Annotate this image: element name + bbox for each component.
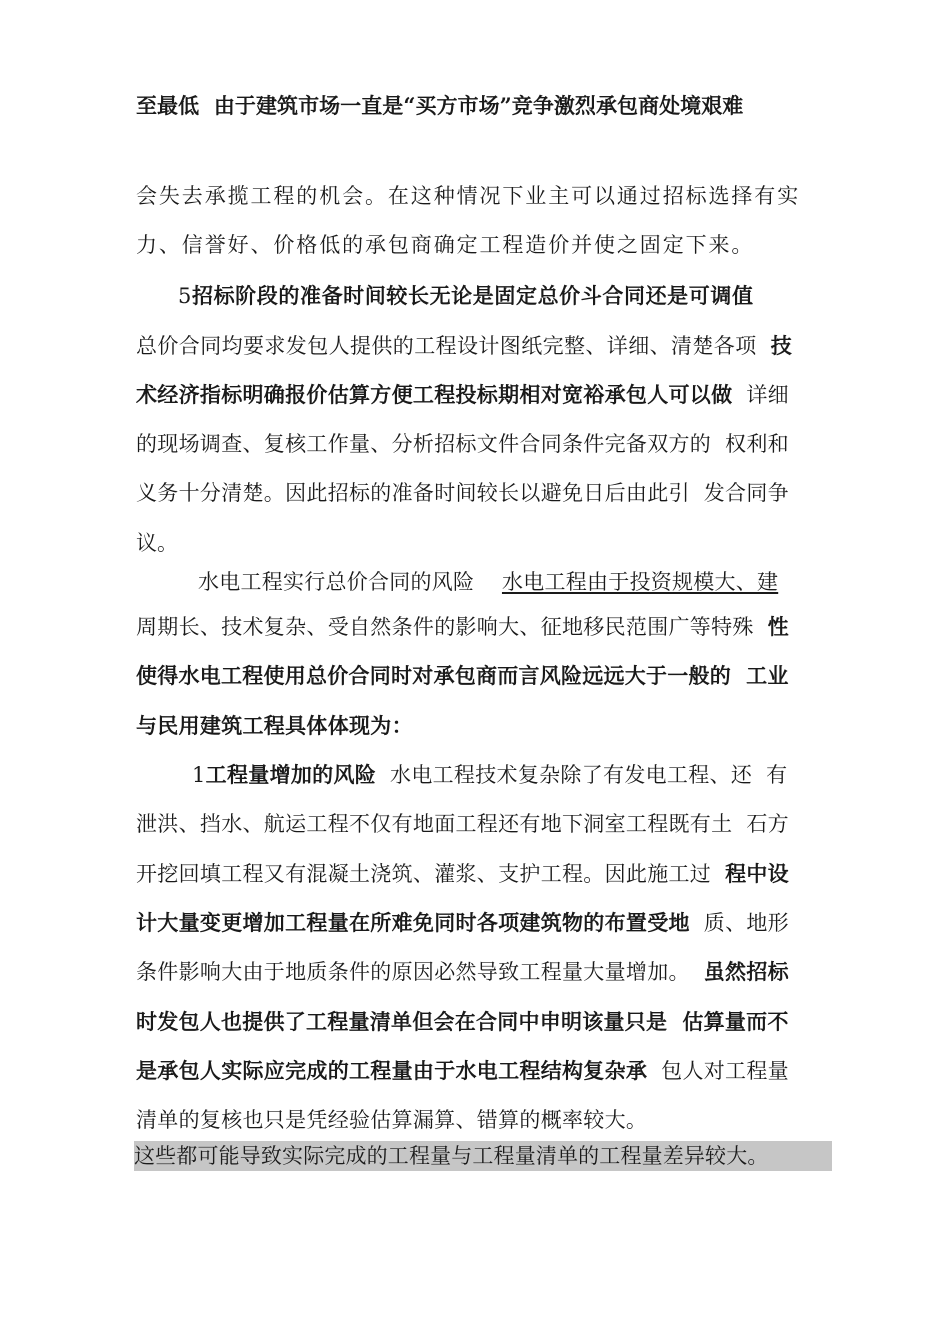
text-line [136, 760, 892, 790]
text-segment: 1 [192, 763, 206, 787]
text-segment: 水电工程技术复杂除了有发电工程、还 有 [376, 763, 788, 787]
underlined-text: 水电工程由于投资规模大、建 [501, 570, 779, 594]
text-line [136, 859, 836, 889]
text-segment: 力、信誉好、价格低的承包商确定工程造价并使之固定下来。 [136, 233, 755, 257]
text-segment: 的现场调查、复核工作量、分析招标文件合同条件完备双方的 权利和 [136, 432, 789, 456]
text-segment: 条件影响大由于地质条件的原因必然导致工程量大量增加。 [136, 960, 704, 984]
text-segment: 详细 [732, 383, 789, 407]
text-line [136, 661, 836, 691]
text-line [136, 380, 836, 410]
text-segment: 包人对工程量 [647, 1059, 789, 1083]
bold-text: 时发包人也提供了工程量清单但会在合同中申明该量只是 估算量而不 [136, 1009, 789, 1034]
bold-text: 性 [767, 614, 789, 639]
text-line [136, 908, 836, 938]
text-segment: 议。 [136, 531, 178, 555]
text-line [136, 181, 836, 211]
bold-text: 工程量增加的风险 [205, 762, 377, 787]
text-segment: 水电工程实行总价合同的风险 [198, 570, 502, 594]
bold-text: 程中设 [725, 861, 789, 886]
text-segment: 义务十分清楚。因此招标的准备时间较长以避免日后由此引 发合同争 [136, 481, 789, 505]
text-segment: 总价合同均要求发包人提供的工程设计图纸完整、详细、清楚各项 [136, 334, 771, 358]
bold-text: 虽然招标 [703, 959, 789, 984]
text-line [136, 612, 836, 642]
text-segment: 这些都可能导致实际完成的工程量与工程量清单的工程量差异较大。 [134, 1144, 769, 1168]
text-line [136, 809, 836, 839]
text-line [136, 429, 836, 459]
bold-text: 招标阶段的准备时间较长无论是固定总价斗合同还是可调值 [191, 283, 754, 308]
bold-text: 至最低 由于建筑市场一直是“买方市场”竞争激烈承包商处境艰难 [136, 93, 744, 118]
text-line [136, 957, 836, 987]
bold-text: 使得水电工程使用总价合同时对承包商而言风险远远大于一般的 工业 [136, 663, 789, 688]
text-segment: 会失去承揽工程的机会。在这种情况下业主可以通过招标选择有实 [136, 184, 801, 208]
text-line [136, 567, 898, 597]
text-line [136, 711, 836, 741]
bold-text: 技 [770, 333, 793, 358]
text-line [136, 478, 836, 508]
text-segment: 周期长、技术复杂、受自然条件的影响大、征地移民范围广等特殊 [136, 615, 768, 639]
bold-text: 计大量变更增加工程量在所难免同时各项建筑物的布置受地 [136, 910, 690, 935]
text-line [136, 1007, 836, 1037]
bold-text: 是承包人实际应完成的工程量由于水电工程结构复杂承 [136, 1058, 648, 1083]
text-segment: 5 [178, 284, 192, 308]
text-segment: 清单的复核也只是凭经验估算漏算、错算的概率较大。 [136, 1108, 648, 1132]
text-segment: 质、地形 [689, 911, 789, 935]
text-line [136, 331, 836, 361]
text-line [136, 1105, 836, 1135]
highlighted-text-line [134, 1141, 832, 1171]
text-line [136, 1056, 836, 1086]
bold-text: 与民用建筑工程具体体现为： [136, 713, 413, 738]
bold-text: 术经济指标明确报价估算方便工程投标期相对宽裕承包人可以做 [136, 382, 733, 407]
text-line [136, 528, 836, 558]
text-line [136, 230, 836, 260]
text-line [136, 91, 836, 121]
text-segment: 泄洪、挡水、航运工程不仅有地面工程还有地下洞室工程既有土 石方 [136, 812, 789, 836]
text-segment: 开挖回填工程又有混凝土浇筑、灌浆、支护工程。因此施工过 [136, 862, 726, 886]
text-line [136, 281, 878, 311]
